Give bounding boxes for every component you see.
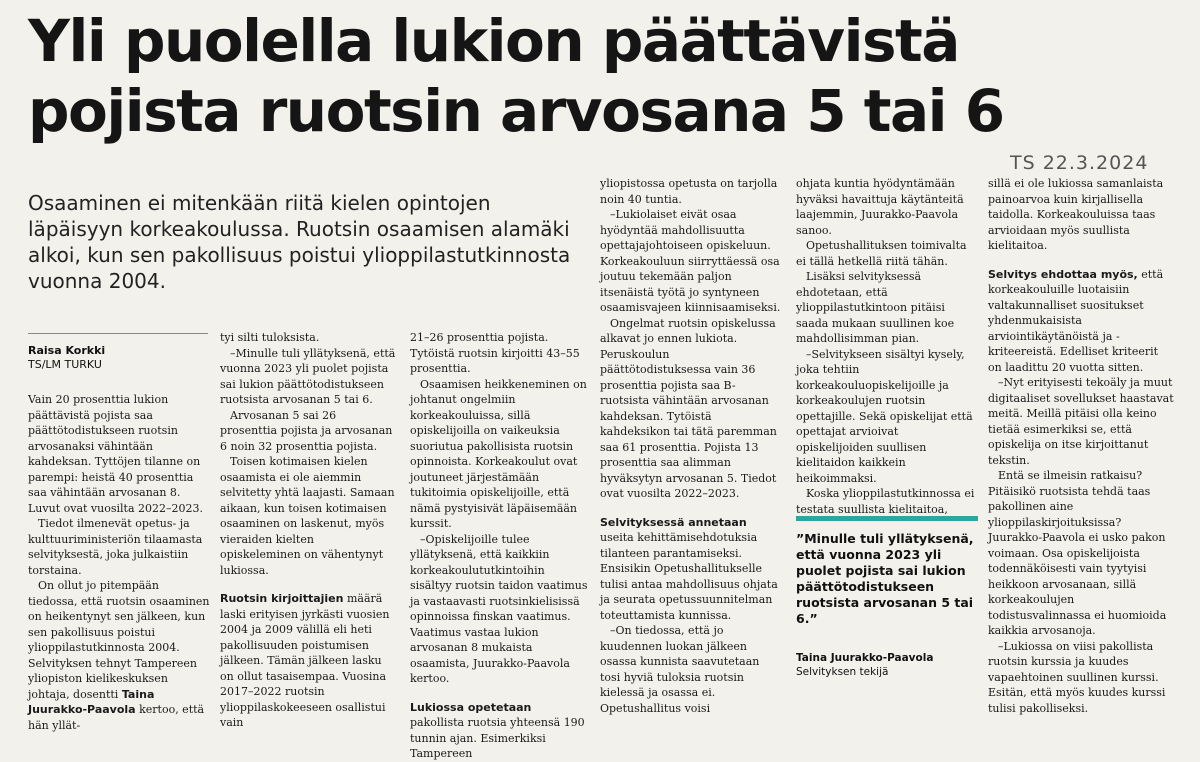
paragraph: –Selvitykseen sisältyi kysely, joka tehtiin korkeakouluopiskelijoille ja korkeakoulujen ruotsin opettajille. Sekä opiskelijat että opettajat arvioivat opiskelijoiden suullisen kielitaidon kaikkein heikoimmaksi. [796, 347, 973, 485]
pull-quote-text: ”Minulle tuli yllätyksenä, että vuonna 2023 yli puolet pojista sai lukion päättötodistukseen ruotsista arvosanan 5 tai 6.” [796, 531, 974, 626]
paragraph: tyi silti tuloksista. [220, 331, 320, 344]
headline-line-1: Yli puolella lukion päättävistä [28, 7, 959, 75]
pull-quote-author: Taina Juurakko-Paavola [796, 652, 934, 664]
article-column-5 [796, 176, 978, 516]
paragraph: –Nyt erityisesti tekoäly ja muut digitaaliset sovellukset haastavat meitä. Meillä pitäisi olla keino tietää esimerkiksi se, että opiskelija on itse kirjoittanut tekstin. [988, 376, 1174, 467]
byline-divider [28, 333, 208, 334]
paragraph: Entä se ilmeisin ratkaisu? Pitäisikö ruotsista tehdä taas pakollinen aine ylioppilaskirjoituksissa? Juurakko-Paavola ei usko pakon voimaan. Osa opiskelijoista todennäköisesti vain tyytyisi heikkoon arvosanaan, sillä korkeakoulujen todistusvalinnassa ei huomioida kaikkia arvosanoja. [988, 469, 1167, 637]
paragraph: Lisäksi selvityksessä ehdotetaan, että ylioppilastutkintoon pitäisi saada mukaan suullinen koe mahdollisimman pian. [796, 270, 955, 345]
subheading-lead-in: Lukiossa opetetaan [410, 700, 532, 714]
paragraph: –On tiedossa, että jo kuudennen luokan jälkeen osassa kunnista saavutetaan tosi hyviä tuloksia ruotsin kielessä ja osassa ei. Opetushallitus voisi [600, 624, 760, 715]
paragraph-text: On ollut jo pitempään tiedossa, että ruotsin osaaminen on heikentynyt sen jälkeen, kun sen pakollisuus poistui ylioppilastutkinnosta 2004. Selvityksen tehnyt Tampereen yliopiston kielikeskuksen johtaja, dosentti [28, 579, 210, 701]
paragraph [220, 591, 396, 731]
paragraph: Tiedot ilmenevät opetus- ja kulttuuriministeriön tilaamasta selvityksestä, joka julkaistiin torstaina. [28, 517, 203, 577]
subheading-lead-in: Selvityksessä annetaan [600, 515, 747, 529]
paragraph [988, 267, 1174, 376]
paragraph-text: määrä laski erityisen jyrkästi vuosien 2004 ja 2009 välillä eli heti pakollisuuden poistumisen jälkeen. Tämän jälkeen lasku on ollut tasaisempaa. Vuosina 2017–2022 ruotsin ylioppilaskokeeseen osallistui vain [220, 592, 390, 729]
paragraph: Toisen kotimaisen kielen osaamista ei ole aiemmin selvitetty yhtä laajasti. Samaan aikaan, kun toisen kotimaisen osaaminen on laskenut, myös vieraiden kielten opiskeleminen on vähentynyt lukiossa. [220, 455, 395, 577]
article-column-1 [28, 392, 210, 732]
article-column-6 [988, 176, 1174, 728]
paragraph: –Opiskelijoille tulee yllätyksenä, että kaikkiin korkeakoulututkintoihin sisältyy ruotsin taidon vaatimus ja vastaavasti ruotsinkielisissä opinnoissa finskan vaatimus. Vaatimus vastaa lukion arvosanan 8 mukaista osaamista, Juurakko-Paavola kertoo. [410, 532, 588, 685]
paragraph-text: pakollista ruotsia yhteensä 190 tunnin ajan. Esimerkiksi Tampereen [410, 716, 585, 760]
pull-quote-role: Selvityksen tekijä [796, 666, 889, 678]
paragraph [600, 515, 782, 624]
paragraph: Arvosanan 5 sai 26 prosenttia pojista ja arvosanan 6 noin 32 prosenttia pojista. [220, 408, 393, 453]
byline [28, 344, 208, 372]
paragraph: ohjata kuntia hyödyntämään hyväksi havaittuja käytänteitä laajemmin, Juurakko-Paavola sanoo. [796, 177, 964, 237]
paragraph: –Minulle tuli yllätyksenä, että vuonna 2023 yli puolet pojista sai lukion päättötodistukseen ruotsista arvosanan 5 tai 6. [220, 346, 396, 406]
paragraph: –Lukiossa on viisi pakollista ruotsin kurssia ja kuudes vapaehtoinen suullinen kurssi. Esitän, että myös kuudes kurssi tulisi pakolliseksi. [988, 639, 1166, 715]
article-column-2 [220, 330, 396, 730]
paragraph: Vain 20 prosenttia lukion päättävistä pojista saa päättötodistukseen ruotsin arvosanaksi vähintään kahdeksan. Tyttöjen tilanne on parempi: heistä 40 prosenttia saa vähintään arvosanan 8. Luvut ovat vuosilta 2022–2023. [28, 393, 203, 515]
paragraph: –Lukiolaiset eivät osaa hyödyntää mahdollisuutta opettajajohtoiseen opiskeluun. Korkeakouluun siirryttäessä osa joutuu tekemään paljon itsenäistä työtä jo syntyneen osaamisvajeen kiinnisaamiseksi. [600, 208, 781, 314]
handwritten-date-stamp: TS 22.3.2024 [1010, 152, 1149, 174]
paragraph: Opetushallituksen toimivalta ei tällä hetkellä riitä tähän. [796, 239, 967, 268]
paragraph-text: useita kehittämisehdotuksia tilanteen parantamiseksi. Ensisikin Opetushallitukselle tulisi antaa mahdollisuus ohjata ja seurata opetussuunnitelman toteuttamista kunnissa. [600, 531, 778, 622]
author-name: Raisa Korkki [28, 344, 106, 357]
paragraph-text: kertoo, että hän yllät- [28, 703, 205, 732]
paragraph-text: että korkeakouluille luotaisiin valtakunnalliset suositukset yhdenmukaisista arviointikäytänöistä ja -kriteereistä. Edelliset kriteerit on laadittu 20 vuotta sitten. [988, 267, 1164, 374]
article-column-4 [600, 176, 782, 728]
person-name: Taina Juurakko-Paavola [28, 687, 155, 716]
pull-quote [796, 516, 978, 679]
paragraph: 21–26 prosenttia pojista. Tytöistä ruotsin kirjoitti 43–55 prosenttia. [410, 331, 580, 375]
headline [28, 6, 1178, 146]
article-column-3 [410, 330, 588, 760]
headline-line-2: pojista ruotsin arvosana 5 tai 6 [28, 77, 1004, 145]
subheading-lead-in: Selvitys ehdottaa myös, [988, 267, 1138, 281]
paragraph: Koska ylioppilastutkinnossa ei testata suullista kielitaitoa, [796, 487, 975, 516]
paragraph [28, 578, 210, 733]
author-org: TS/LM TURKU [28, 358, 102, 371]
paragraph: Ongelmat ruotsin opiskelussa alkavat jo ennen lukiota. Peruskoulun päättötodistuksessa vain 36 prosenttia pojista saa B-ruotsista vähintään arvosanan kahdeksan. Tytöistä kahdeksikon tai tätä paremman saa 61 prosenttia. Pojista 13 prosenttia saa alimman hyväksytyn arvosanan 5. Tiedot ovat vuosilta 2022–2023. [600, 316, 777, 500]
paragraph [410, 700, 588, 762]
paragraph: yliopistossa opetusta on tarjolla noin 40 tuntia. [600, 177, 778, 206]
lead-paragraph: Osaaminen ei mitenkään riitä kielen opintojen läpäisyyn korkeakoulussa. Ruotsin osaamisen alamäki alkoi, kun sen pakollisuus poistui ylioppilastutkinnosta vuonna 2004. [28, 191, 571, 293]
paragraph: Osaamisen heikkeneminen on johtanut ongelmiin korkeakouluissa, sillä opiskelijoilla on vaikeuksia suoriutua pakollisista ruotsin opinnoista. Korkeakoulut ovat joutuneet järjestämään tukitoimia opiskelijoille, että nämä pystyisivät läpäisemään kurssit. [410, 377, 587, 530]
subheading-lead-in: Ruotsin kirjoittajien [220, 592, 344, 605]
paragraph: sillä ei ole lukiossa samanlaista painoarvoa kuin kirjallisella taidolla. Korkeakouluissa taas arvioidaan myös suullista kielitaitoa. [988, 177, 1164, 252]
